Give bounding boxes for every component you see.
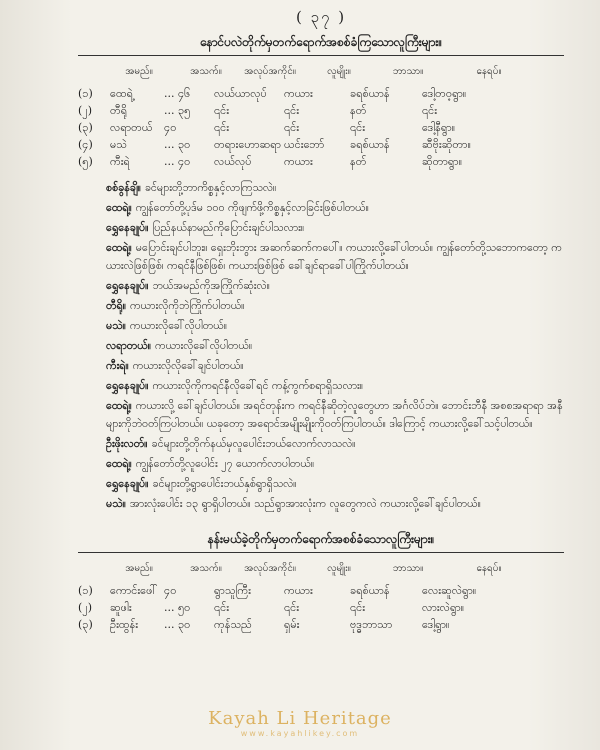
dialogue-text: မပြောင်းချင်ပါဘူး။ ရှေးဘိုးဘွား အဆက်ဆက်ကပေါ်။ ကယားလို့ခေါ်ပါတယ်။ ကျွန်တော်တို့သဘောကတော့ ကယားလဲဖြစ်ဖြစ်၊ ကရင်နီဖြစ်ဖြစ်၊ ကယားဖြစ်ဖြစ် ခေါ်ချင်ရာခေါ်ပါကြိုက်ပါတယ်။ <box>106 241 562 272</box>
table-cell: ၎င်း <box>214 121 229 134</box>
dialogue-text: ကယားလိုခေါ်လိုပါတယ်။ <box>155 339 253 352</box>
table-row <box>78 85 564 102</box>
table-cell: ၄၀ <box>164 121 177 134</box>
dialogue-line <box>78 179 564 197</box>
table-cell: ၎င်း <box>422 104 437 117</box>
speaker-name: စစ်ခွန်ချိ။ <box>106 181 141 194</box>
section-title-1: နောင်ပလဲတိုက်မှတက်ရောက်အစစ်ခံကြသောလူကြီးများ။ <box>78 34 564 56</box>
table-cell: ၎င်း <box>214 104 229 117</box>
dialogue-line <box>78 357 564 375</box>
table-cell: ခရစ်ယာန် <box>350 87 390 100</box>
header-ethnicity: လူမျိုး။ <box>327 66 351 77</box>
speaker-name: ရွှေနေချုပ်။ <box>106 221 149 234</box>
dialogue-line <box>78 495 564 513</box>
dialogue-line <box>78 277 564 295</box>
dialogue-text: ဘယ်အမည်ကိုအကြိုက်ဆုံးလဲ။ <box>152 279 270 292</box>
table-headers-2 <box>100 561 564 576</box>
speaker-name: ရွှေနေချုပ်။ <box>106 279 149 292</box>
header-residence: နေရပ်။ <box>476 66 502 77</box>
speaker-name: ကီးရဲ။ <box>106 359 129 372</box>
header-occupation: အလုပ်အကိုင်။ <box>244 66 296 77</box>
witness-table-2 <box>78 582 564 633</box>
table-cell: ၄၀ <box>164 584 177 597</box>
table-row <box>78 582 564 599</box>
speaker-name: ဦးဖိုးလတ်။ <box>106 437 148 450</box>
table-row <box>78 119 564 136</box>
dialogue-line <box>78 455 564 473</box>
testimony-dialogue <box>78 179 564 513</box>
table-cell: ဒေါ့တဝ့ရွာ။ <box>422 87 467 100</box>
table-cell: မသဲ <box>110 138 127 151</box>
table-cell: လယ်ယာလုပ် <box>214 87 267 100</box>
header-ethnicity: လူမျိုး။ <box>327 563 351 574</box>
table-cell: ထေရဲ့ <box>110 87 133 100</box>
header-occupation: အလုပ်အကိုင်။ <box>244 563 296 574</box>
speaker-name: ထေရဲ့။ <box>106 241 132 254</box>
table-cell: ကယား <box>284 155 313 168</box>
table-row <box>78 599 564 616</box>
table-cell: (၃) <box>78 618 93 631</box>
witness-table-1 <box>78 85 564 170</box>
table-cell: ... ၃၀ <box>164 138 191 151</box>
table-cell: ကယား <box>284 87 313 100</box>
table-cell: ၎င်း <box>214 601 229 614</box>
table-cell: လရာတယ် <box>110 121 153 134</box>
table-cell: ၎င်း <box>284 104 299 117</box>
table-cell: ... ၄၀ <box>164 155 191 168</box>
dialogue-line <box>78 317 564 335</box>
section-title-2: နန်းမယ်ခဲ့တိုက်မှတက်ရောက်အစစ်ခံသောလူကြီးများ။ <box>78 531 564 553</box>
dialogue-text: ကယားလို့ ခေါ်ချင်ပါတယ်။ အရင်တုန်းက ကရင်နီဆိုတဲ့လူတွေဟာ အင်္ဂလိပ်ဘဲ။ ဘောင်းဘီနီ အစစအရာရာ အနီများကိုဘဲဝတ်ကြပါတယ်။ ယခုတော့ အရောင်အမျိုးမျိုးကိုဝတ်ကြပါတယ်။ ဒါကြောင့် ကယားလို့ခေါ်သင့်ပါတယ်။ <box>106 399 563 430</box>
header-age: အသက်။ <box>190 66 222 77</box>
watermark-url: www.kayahlikey.com <box>240 729 360 738</box>
table-cell: ၎င်း <box>284 601 299 614</box>
table-cell: ဒေါ့နီရွာ။ <box>422 121 456 134</box>
table-cell: ဆိုတာရွာ။ <box>422 155 463 168</box>
table-cell: (၁) <box>78 584 93 597</box>
dialogue-line <box>78 239 564 275</box>
table-cell: လားလဲရွာ။ <box>422 601 465 614</box>
dialogue-text: အားလုံးပေါင်း ၁၃ ရွာရှိပါတယ်။ သည်ရွာအားလုံးက လူတွေကလဲ ကယားလို့ခေါ်ချင်ပါတယ်။ <box>129 497 481 510</box>
page-number: ( ၃၇ ) <box>295 8 347 26</box>
table-cell: တီရို <box>110 104 128 117</box>
table-headers-1 <box>100 64 564 79</box>
table-cell: ၎င်း <box>284 121 299 134</box>
speaker-name: တီရို။ <box>106 299 126 312</box>
table-cell: ... ၅၀ <box>164 601 191 614</box>
dialogue-text: ခင်များတို့ရွာပေါင်းဘယ်နှစ်ရွာရှိသလဲ။ <box>152 477 297 490</box>
speaker-name: ထေရဲ့။ <box>106 457 132 470</box>
table-cell: ဆီဗိုးဆိုတာ။ <box>422 138 471 151</box>
table-cell: ခရစ်ယာန် <box>350 138 390 151</box>
header-name: အမည်။ <box>125 66 153 77</box>
table-cell: ကယား <box>284 584 313 597</box>
speaker-name: ထေရဲ့။ <box>106 201 132 214</box>
dialogue-text: ကယားလိုကိုကရင်နီလိုခေါ်ရင် ကန့်ကွက်စရာရှိသလား။ <box>152 379 364 392</box>
table-cell: (၃) <box>78 121 93 134</box>
table-cell: ယင်းဘော် <box>284 138 325 151</box>
table-cell: ... ၄၆ <box>164 87 191 100</box>
speaker-name: ထေရဲ့။ <box>106 399 132 412</box>
dialogue-text: ခင်များတို့တိုက်နယ်မှလူပေါင်းဘယ်လောက်လာသလဲ။ <box>151 437 356 450</box>
dialogue-line <box>78 337 564 355</box>
table-cell: နတ် <box>350 104 367 117</box>
table-cell: (၄) <box>78 138 93 151</box>
table-row <box>78 102 564 119</box>
header-age: အသက်။ <box>190 563 222 574</box>
header-name: အမည်။ <box>125 563 153 574</box>
speaker-name: မသဲ။ <box>106 319 126 332</box>
table-cell: (၂) <box>78 601 92 614</box>
table-row <box>78 136 564 153</box>
table-row <box>78 616 564 633</box>
speaker-name: မသဲ။ <box>106 497 126 510</box>
table-cell: တရားဟောဆရာ <box>214 138 282 151</box>
table-cell: ဗုဒ္ဓဘာသာ <box>350 618 393 631</box>
table-cell: ကီးရဲ <box>110 155 130 168</box>
dialogue-line <box>78 475 564 493</box>
dialogue-text: ကယားလိုကိုဘဲကြိုက်ပါတယ်။ <box>129 299 245 312</box>
dialogue-line <box>78 435 564 453</box>
dialogue-text: ကျွန်တော်တို့ပုဒ်မ ၁၀၀ ကိုဖျက်ဖို့ကိစ္စနှင့်လာခြင်းဖြစ်ပါတယ်။ <box>135 201 369 214</box>
dialogue-line <box>78 397 564 433</box>
dialogue-line <box>78 297 564 315</box>
header-religion: ဘာသာ။ <box>392 66 424 77</box>
header-religion: ဘာသာ။ <box>392 563 424 574</box>
dialogue-text: ကယားလိုလိုခေါ်ချင်ပါတယ်။ <box>132 359 244 372</box>
speaker-name: လရာတယ်။ <box>106 339 152 352</box>
table-cell: ရွာသူကြီး <box>214 584 251 597</box>
watermark <box>0 708 600 738</box>
header-residence: နေရပ်။ <box>476 563 502 574</box>
table-cell: ခရစ်ယာန် <box>350 584 390 597</box>
table-cell: ဆူဖါး <box>110 601 132 614</box>
dialogue-text: ကယားလိုခေါ်လိုပါတယ်။ <box>129 319 228 332</box>
watermark-name: Kayah Li Heritage <box>208 708 392 729</box>
table-cell: ကောင်းဖေါ် <box>110 584 158 597</box>
table-cell: ဒေါ့ရွာ။ <box>422 618 450 631</box>
table-cell: (၁) <box>78 87 93 100</box>
table-cell: ဦးထွန်း <box>110 618 139 631</box>
dialogue-text: ခင်များတို့ဘာကိစ္စနှင့်လာကြသလဲ။ <box>144 181 277 194</box>
dialogue-text: ကျွန်တော်တို့လူပေါင်း ၂၇ ယောက်လာပါတယ်။ <box>135 457 315 470</box>
table-cell: ၎င်း <box>350 601 365 614</box>
table-cell: (၅) <box>78 155 93 168</box>
table-cell: လယ်လုပ် <box>214 155 252 168</box>
dialogue-line <box>78 199 564 217</box>
speaker-name: ရွှေနေချုပ်။ <box>106 379 149 392</box>
dialogue-text: ပြည်နယ်နာမည်ကိုပြောင်းချင်ပါသလား။ <box>152 221 305 234</box>
table-row <box>78 153 564 170</box>
table-cell: ... ၃၀ <box>164 618 191 631</box>
table-cell: ရှမ်း <box>284 618 300 631</box>
table-cell: (၂) <box>78 104 92 117</box>
dialogue-line <box>78 377 564 395</box>
table-cell: ကုန်သည် <box>214 618 252 631</box>
table-cell: လေးဆူလဲရွာ။ <box>422 584 477 597</box>
table-cell: ... ၃၅ <box>164 104 191 117</box>
table-cell: ၎င်း <box>350 121 365 134</box>
dialogue-line <box>78 219 564 237</box>
speaker-name: ရွှေနေချုပ်။ <box>106 477 149 490</box>
table-cell: နတ် <box>350 155 367 168</box>
